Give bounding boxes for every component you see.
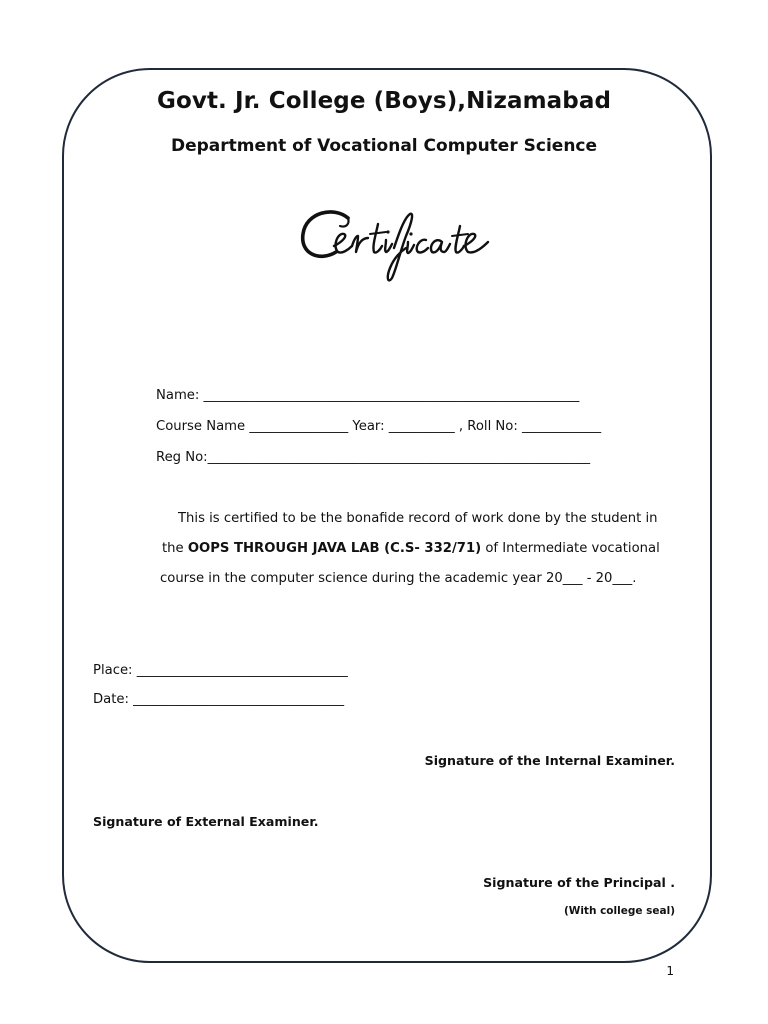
date-line: Date: ________________________________ [93, 692, 345, 707]
certification-line-1: This is certified to be the bonafide record of work done by the student in [178, 511, 658, 526]
name-field-line: Name: _________________________________________________________ [156, 388, 580, 403]
certification-line-2-suffix: of Intermediate vocational [481, 541, 660, 556]
college-seal-note: (With college seal) [563, 905, 675, 917]
certificate-script-title [290, 196, 500, 288]
principal-signature: Signature of the Principal . [483, 875, 675, 890]
external-examiner-signature: Signature of External Examiner. [93, 814, 319, 829]
certification-line-3: course in the computer science during the academic year 20___ - 20___. [160, 571, 637, 586]
course-year-roll-line: Course Name _______________ Year: __________ , Roll No: ____________ [156, 419, 602, 434]
lab-name: OOPS THROUGH JAVA LAB (C.S- 332/71) [187, 541, 482, 556]
college-name: Govt. Jr. College (Boys),Nizamabad [156, 88, 612, 114]
page-number: 1 [666, 964, 674, 978]
place-line: Place: ________________________________ [93, 663, 348, 678]
reg-no-line: Reg No:__________________________________________________________ [156, 450, 591, 465]
internal-examiner-signature: Signature of the Internal Examiner. [424, 753, 675, 768]
certification-line-2 [162, 541, 660, 556]
certification-line-2-prefix: the [162, 541, 188, 556]
department-title: Department of Vocational Computer Science [170, 136, 598, 156]
